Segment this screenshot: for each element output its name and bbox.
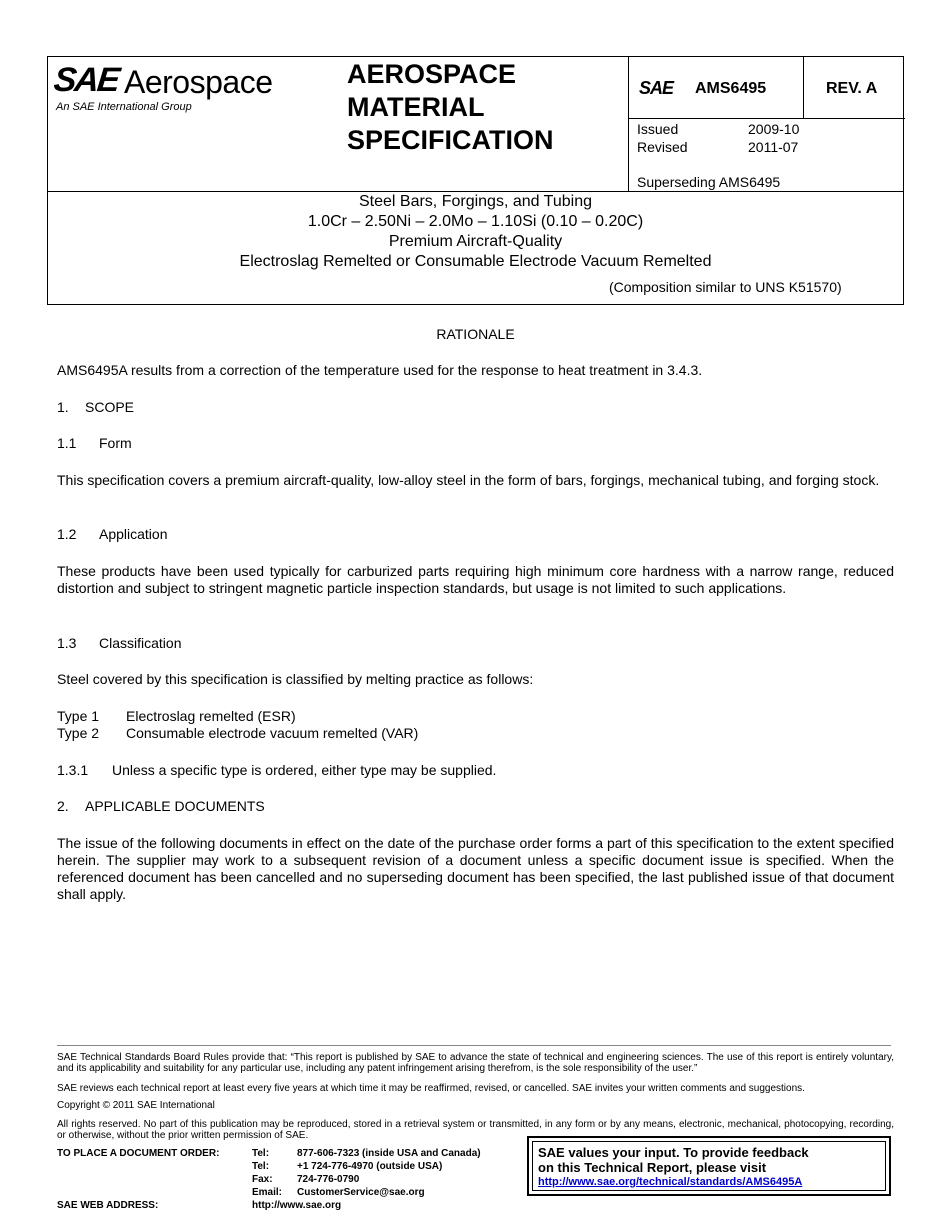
type-description: Electroslag remelted (ESR) <box>126 708 296 724</box>
sae-small-logo: SAE <box>639 78 674 98</box>
section-number: 1.3 <box>57 635 77 651</box>
spec-title-line: SPECIFICATION <box>347 125 554 155</box>
list-item <box>57 725 894 742</box>
section-title: Form <box>99 435 132 451</box>
subject-line: Premium Aircraft-Quality <box>388 233 563 250</box>
feedback-link[interactable]: http://www.sae.org/technical/standards/AMS6495A <box>538 1176 803 1188</box>
section-text: Unless a specific type is ordered, either type may be supplied. <box>112 762 497 778</box>
review-text: SAE reviews each technical report at least every five years at which time it may be reaffirmed, revised, or cancelled. SAE invites your written comments and suggestions. <box>57 1083 805 1094</box>
list-item <box>57 708 894 725</box>
section-1-2-text: These products have been used typically for carburized parts requiring high minimum core hardness with a narrow range, reduced distortion and subject to stringent magnetic particle inspection standards, but usage is not limited to such applications. <box>57 563 894 596</box>
section-1-3-heading <box>57 635 894 652</box>
header-top-row <box>48 57 903 192</box>
logo-tagline: An SAE International Group <box>56 101 192 113</box>
rationale-text: AMS6495A results from a correction of the temperature used for the response to heat treatment in 3.4.3. <box>57 362 703 378</box>
subject-block <box>48 192 903 272</box>
section-1-2-heading <box>57 526 894 543</box>
contact-label: Fax: <box>252 1174 273 1185</box>
spec-title <box>347 58 554 157</box>
document-header <box>47 56 904 305</box>
section-1-3-1 <box>57 762 894 779</box>
feedback-box <box>527 1136 891 1196</box>
sae-aerospace-logo <box>54 63 304 118</box>
section-1-1-text: This specification covers a premium aircraft-quality, low-alloy steel in the form of bars, forgings, mechanical tubing, and forging stock. <box>57 472 880 488</box>
revised-date: 2011-07 <box>748 139 799 155</box>
revision-cell <box>803 57 906 118</box>
rationale-heading: RATIONALE <box>436 326 515 342</box>
section-2-heading <box>57 798 894 815</box>
web-address-link[interactable]: http://www.sae.org <box>252 1200 342 1211</box>
section-number: 1.2 <box>57 526 77 542</box>
revised-label: Revised <box>637 139 688 155</box>
doc-number-row <box>629 57 905 119</box>
issued-date: 2009-10 <box>748 121 800 137</box>
document-number: AMS6495 <box>695 80 767 97</box>
spec-title-line: AEROSPACE <box>347 59 517 89</box>
type-list <box>57 708 894 742</box>
feedback-text: on this Technical Report, please visit <box>538 1160 767 1175</box>
section-2-text: The issue of the following documents in effect on the date of the purchase order forms a part of this specification to the extent specified herein. The supplier may work to a subsequent revision of a document unless a specific document issue is specified. When the referenced document has been cancelled and no superseding document has been specified, the last published issue of that document shall apply. <box>57 835 894 902</box>
issued-label: Issued <box>637 121 679 137</box>
composition-note: (Composition similar to UNS K51570) <box>609 279 842 295</box>
type-label: Type 1 <box>57 708 100 724</box>
feedback-inner <box>532 1141 886 1191</box>
contact-value[interactable]: 877-606-7323 (inside USA and Canada) <box>297 1148 481 1159</box>
issue-dates <box>637 120 799 156</box>
section-number: 1. <box>57 399 69 415</box>
type-label: Type 2 <box>57 725 100 741</box>
section-number: 1.3.1 <box>57 762 89 778</box>
spec-title-line: MATERIAL <box>347 92 485 122</box>
section-number: 2. <box>57 798 69 814</box>
subject-line: Steel Bars, Forgings, and Tubing <box>358 193 593 210</box>
contact-value: 724-776-0790 <box>297 1174 360 1185</box>
contact-label: Tel: <box>252 1148 270 1159</box>
contact-value[interactable]: +1 724-776-4970 (outside USA) <box>297 1161 443 1172</box>
section-title: Classification <box>99 635 182 651</box>
email-link[interactable]: CustomerService@sae.org <box>297 1187 425 1198</box>
logo-brand: SAE <box>52 61 120 99</box>
order-label: TO PLACE A DOCUMENT ORDER: <box>57 1148 220 1159</box>
footer-divider <box>57 1045 891 1046</box>
section-1-3-text: Steel covered by this specification is classified by melting practice as follows: <box>57 671 534 687</box>
section-title: APPLICABLE DOCUMENTS <box>85 798 265 814</box>
section-title: SCOPE <box>85 399 135 415</box>
section-1-1-heading <box>57 435 894 452</box>
subject-line: Electroslag Remelted or Consumable Electrode Vacuum Remelted <box>239 253 712 270</box>
section-number: 1.1 <box>57 435 77 451</box>
contact-label: Email: <box>252 1187 283 1198</box>
copyright-text: Copyright © 2011 SAE International <box>57 1100 215 1111</box>
revision-label: REV. A <box>826 80 878 97</box>
type-description: Consumable electrode vacuum remelted (VAR) <box>126 725 419 741</box>
contact-label: Tel: <box>252 1161 270 1172</box>
logo-name: Aerospace <box>124 64 273 100</box>
superseding-note: Superseding AMS6495 <box>637 174 781 190</box>
subject-line: 1.0Cr – 2.50Ni – 2.0Mo – 1.10Si (0.10 – 0.20C) <box>307 213 644 230</box>
rights-text: All rights reserved. No part of this publication may be reproduced, stored in a retrieval system or transmitted, in any form or by any means, electronic, mechanical, photocopying, recording, or otherwise, without the prior written permission of SAE. <box>57 1119 894 1141</box>
section-1-heading <box>57 399 894 416</box>
web-address-label: SAE WEB ADDRESS: <box>57 1200 159 1211</box>
standards-rules-text: SAE Technical Standards Board Rules provide that: “This report is published by SAE to advance the state of technical and engineering sciences. The use of this report is entirely voluntary, and its applicability and suitability for any particular use, including any patent infringement arising therefrom, is the sole responsibility of the user.” <box>57 1052 894 1074</box>
feedback-text: SAE values your input. To provide feedback <box>538 1145 809 1160</box>
section-title: Application <box>99 526 168 542</box>
document-id-cell <box>628 57 905 191</box>
